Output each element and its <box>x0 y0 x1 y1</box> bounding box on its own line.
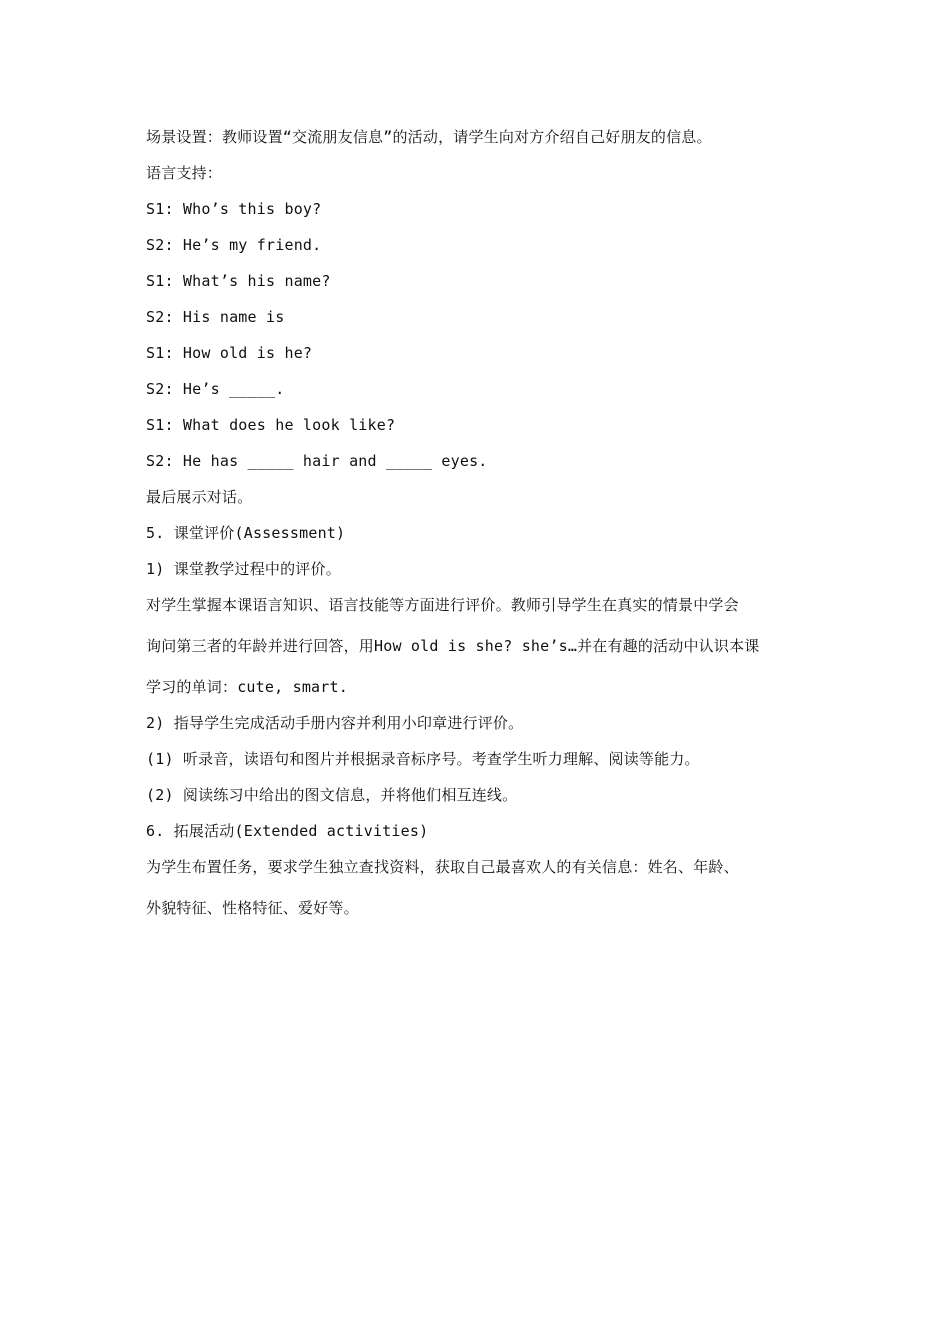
assessment-subitem-2: (2) 阅读练习中给出的图文信息，并将他们相互连线。 <box>146 786 518 804</box>
scene-setup-line: 场景设置：教师设置“交流朋友信息”的活动，请学生向对方介绍自己好朋友的信息。 <box>146 128 712 146</box>
assessment-paragraph-line: 学习的单词：cute, smart. <box>146 678 348 696</box>
dialogue-line: S1: Who’s this boy? <box>146 200 322 218</box>
assessment-item-2: 2) 指导学生完成活动手册内容并利用小印章进行评价。 <box>146 714 524 732</box>
dialogue-line: S2: He’s _____. <box>146 380 285 398</box>
dialogue-line: S1: What does he look like? <box>146 416 396 434</box>
assessment-paragraph-line: 对学生掌握本课语言知识、语言技能等方面进行评价。教师引导学生在真实的情景中学会 <box>146 596 739 614</box>
extended-activities-line: 为学生布置任务，要求学生独立查找资料，获取自己最喜欢人的有关信息：姓名、年龄、 <box>146 858 739 876</box>
assessment-item-1: 1) 课堂教学过程中的评价。 <box>146 560 341 578</box>
dialogue-line: S1: What’s his name? <box>146 272 331 290</box>
language-support-heading: 语言支持： <box>146 164 223 182</box>
extended-activities-heading: 6. 拓展活动(Extended activities) <box>146 822 429 840</box>
dialogue-line: S2: He’s my friend. <box>146 236 322 254</box>
assessment-heading: 5. 课堂评价(Assessment) <box>146 524 346 542</box>
extended-activities-line: 外貌特征、性格特征、爱好等。 <box>146 899 359 917</box>
dialogue-line: S1: How old is he? <box>146 344 313 362</box>
dialogue-line: S2: His name is <box>146 308 285 326</box>
assessment-subitem-1: (1) 听录音，读语句和图片并根据录音标序号。考查学生听力理解、阅读等能力。 <box>146 750 700 768</box>
show-dialogue-line: 最后展示对话。 <box>146 488 253 506</box>
dialogue-line: S2: He has _____ hair and _____ eyes. <box>146 452 488 470</box>
assessment-paragraph-line: 询问第三者的年龄并进行回答，用How old is she? she’s…并在有趣的活动中认识本课 <box>146 637 760 655</box>
